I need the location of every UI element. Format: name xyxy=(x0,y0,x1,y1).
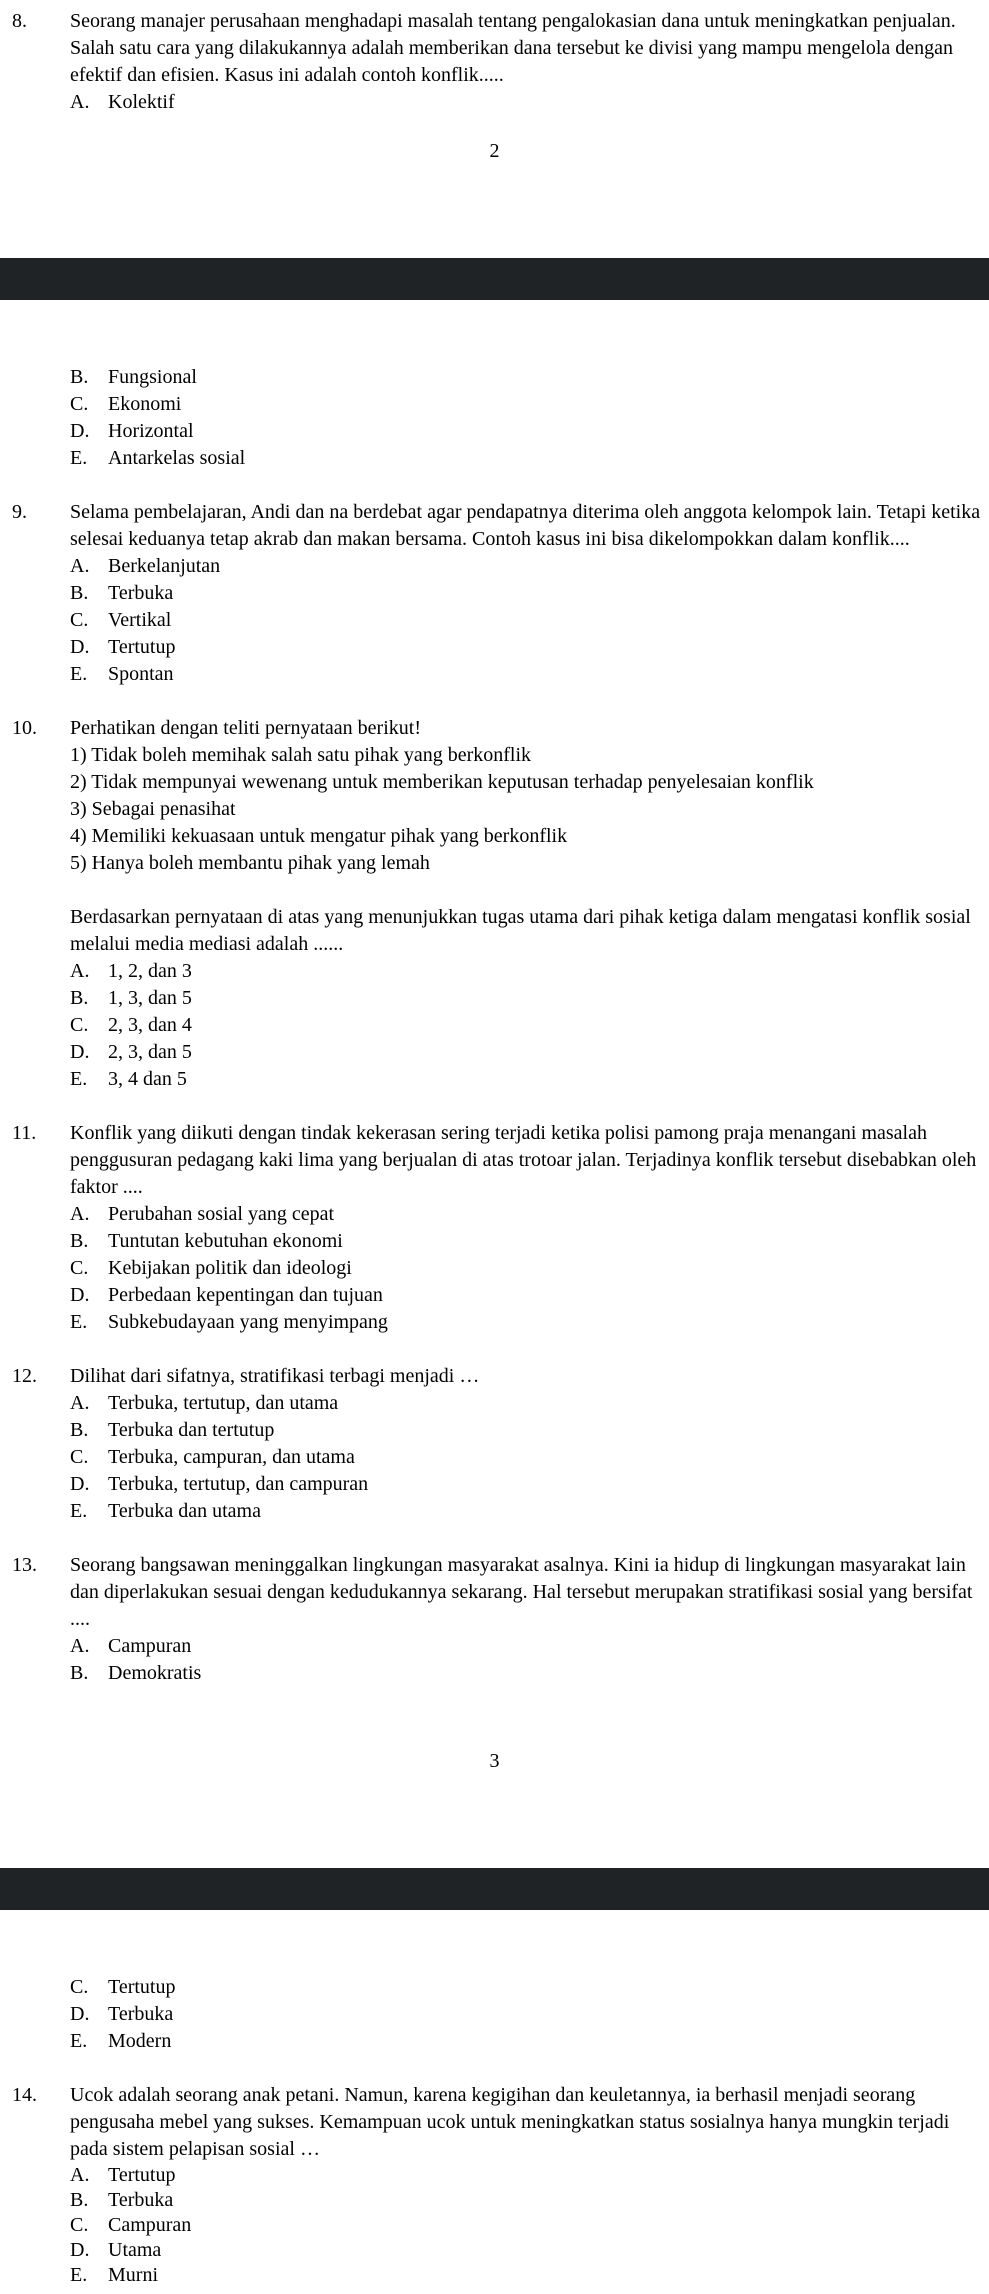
question-10 xyxy=(0,715,989,1093)
question-11 xyxy=(0,1120,989,1336)
option-list xyxy=(70,89,989,116)
statement-item: 2) Tidak mempunyai wewenang untuk memberikan keputusan terhadap penyelesaian konflik xyxy=(70,771,814,793)
option-list xyxy=(70,1390,989,1525)
option-list xyxy=(70,364,989,472)
question-stem: Selama pembelajaran, Andi dan na berdebat agar pendapatnya diterima oleh anggota kelompok lain. Tetapi ketika selesai keduanya tetap akrab dan makan bersama. Contoh kasus ini bisa dikelompokkan dalam konflik.... xyxy=(70,501,981,550)
question-number: 9. xyxy=(12,501,27,523)
option-e: E. Terbuka dan utama xyxy=(70,1500,261,1522)
option-e: E. Murni xyxy=(70,2264,158,2286)
statement-list xyxy=(70,742,989,877)
page-number-3: 3 xyxy=(489,1750,500,1772)
question-number: 12. xyxy=(12,1365,37,1387)
option-b: B. Demokratis xyxy=(70,1662,202,1684)
option-list xyxy=(70,2163,989,2288)
option-b: B. Fungsional xyxy=(70,366,197,388)
question-stem: Seorang manajer perusahaan menghadapi masalah tentang pengalokasian dana untuk meningkatkan penjualan. Salah satu cara yang dilakukannya adalah memberikan dana tersebut ke divisi yang mampu mengelola dengan efektif dan efisien. Kasus ini adalah contoh konflik..... xyxy=(70,10,956,86)
question-8 xyxy=(0,8,989,116)
statement-item: 3) Sebagai penasihat xyxy=(70,798,236,820)
option-c: C. Tertutup xyxy=(70,1976,176,1998)
question-14 xyxy=(0,2082,989,2288)
option-b: B. Terbuka xyxy=(70,2189,174,2211)
page-segment-2 xyxy=(0,364,989,1687)
option-b: B. Terbuka xyxy=(70,582,174,604)
question-number: 11. xyxy=(12,1122,37,1144)
question-stem: Konflik yang diikuti dengan tindak kekerasan sering terjadi ketika polisi pamong praja menangani masalah penggusuran pedagang kaki lima yang berjualan di atas trotoar jalan. Terjadinya konflik tersebut disebabkan oleh faktor .... xyxy=(70,1122,977,1198)
option-e: E. Antarkelas sosial xyxy=(70,447,246,469)
option-a: A. Berkelanjutan xyxy=(70,555,221,577)
option-b: B. Tuntutan kebutuhan ekonomi xyxy=(70,1230,343,1252)
page-number-2: 2 xyxy=(489,140,500,162)
option-b: B. Terbuka dan tertutup xyxy=(70,1419,275,1441)
option-d: D. Horizontal xyxy=(70,420,194,442)
question-prompt: Berdasarkan pernyataan di atas yang menunjukkan tugas utama dari pihak ketiga dalam mengatasi konflik sosial melalui media mediasi adalah ...... xyxy=(70,906,971,955)
question-stem: Ucok adalah seorang anak petani. Namun, karena kegigihan dan keuletannya, ia berhasil menjadi seorang pengusaha mebel yang sukses. Kemampuan ucok untuk meningkatkan status sosialnya hanya mungkin terjadi pada sistem pelapisan sosial … xyxy=(70,2084,950,2160)
question-12 xyxy=(0,1363,989,1525)
option-list xyxy=(70,1633,989,1687)
option-e: E. Subkebudayaan yang menyimpang xyxy=(70,1311,388,1333)
option-e: E. Modern xyxy=(70,2030,172,2052)
option-c: C. Kebijakan politik dan ideologi xyxy=(70,1257,352,1279)
option-d: D. Tertutup xyxy=(70,636,176,658)
option-d: D. Terbuka, tertutup, dan campuran xyxy=(70,1473,369,1495)
statement-item: 1) Tidak boleh memihak salah satu pihak yang berkonflik xyxy=(70,744,532,766)
question-number: 10. xyxy=(12,717,37,739)
option-c: C. 2, 3, dan 4 xyxy=(70,1014,192,1036)
option-list xyxy=(70,1201,989,1336)
option-a: A. Kolektif xyxy=(70,91,175,113)
option-d: D. Utama xyxy=(70,2239,162,2261)
option-list xyxy=(70,553,989,688)
page-segment-1 xyxy=(0,8,989,116)
question-13 xyxy=(0,1552,989,1687)
option-a: A. 1, 2, dan 3 xyxy=(70,960,192,982)
option-a: A. Tertutup xyxy=(70,2164,176,2186)
question-13-continued xyxy=(0,1974,989,2055)
option-e: E. 3, 4 dan 5 xyxy=(70,1068,187,1090)
question-number: 14. xyxy=(12,2084,37,2106)
statement-item: 4) Memiliki kekuasaan untuk mengatur pihak yang berkonflik xyxy=(70,825,568,847)
page-divider xyxy=(0,1868,989,1910)
question-9 xyxy=(0,499,989,688)
option-a: A. Perubahan sosial yang cepat xyxy=(70,1203,335,1225)
question-stem: Seorang bangsawan meninggalkan lingkungan masyarakat asalnya. Kini ia hidup di lingkungan masyarakat lain dan diperlakukan sesuai dengan kedudukannya sekarang. Hal tersebut merupakan stratifikasi sosial yang bersifat .... xyxy=(70,1554,973,1630)
option-list xyxy=(70,1974,989,2055)
option-a: A. Campuran xyxy=(70,1635,192,1657)
question-stem: Dilihat dari sifatnya, stratifikasi terbagi menjadi … xyxy=(70,1365,480,1387)
question-number: 13. xyxy=(12,1554,37,1576)
statement-item: 5) Hanya boleh membantu pihak yang lemah xyxy=(70,852,430,874)
option-c: C. Ekonomi xyxy=(70,393,182,415)
question-8-continued xyxy=(0,364,989,472)
question-stem: Perhatikan dengan teliti pernyataan berikut! xyxy=(70,717,421,739)
option-a: A. Terbuka, tertutup, dan utama xyxy=(70,1392,339,1414)
page-segment-3 xyxy=(0,1974,989,2288)
option-c: C. Campuran xyxy=(70,2214,192,2236)
question-number: 8. xyxy=(12,10,27,32)
option-d: D. 2, 3, dan 5 xyxy=(70,1041,192,1063)
option-d: D. Terbuka xyxy=(70,2003,174,2025)
option-b: B. 1, 3, dan 5 xyxy=(70,987,192,1009)
option-c: C. Terbuka, campuran, dan utama xyxy=(70,1446,355,1468)
option-list xyxy=(70,958,989,1093)
option-d: D. Perbedaan kepentingan dan tujuan xyxy=(70,1284,383,1306)
option-e: E. Spontan xyxy=(70,663,174,685)
page-divider xyxy=(0,258,989,300)
option-c: C. Vertikal xyxy=(70,609,172,631)
